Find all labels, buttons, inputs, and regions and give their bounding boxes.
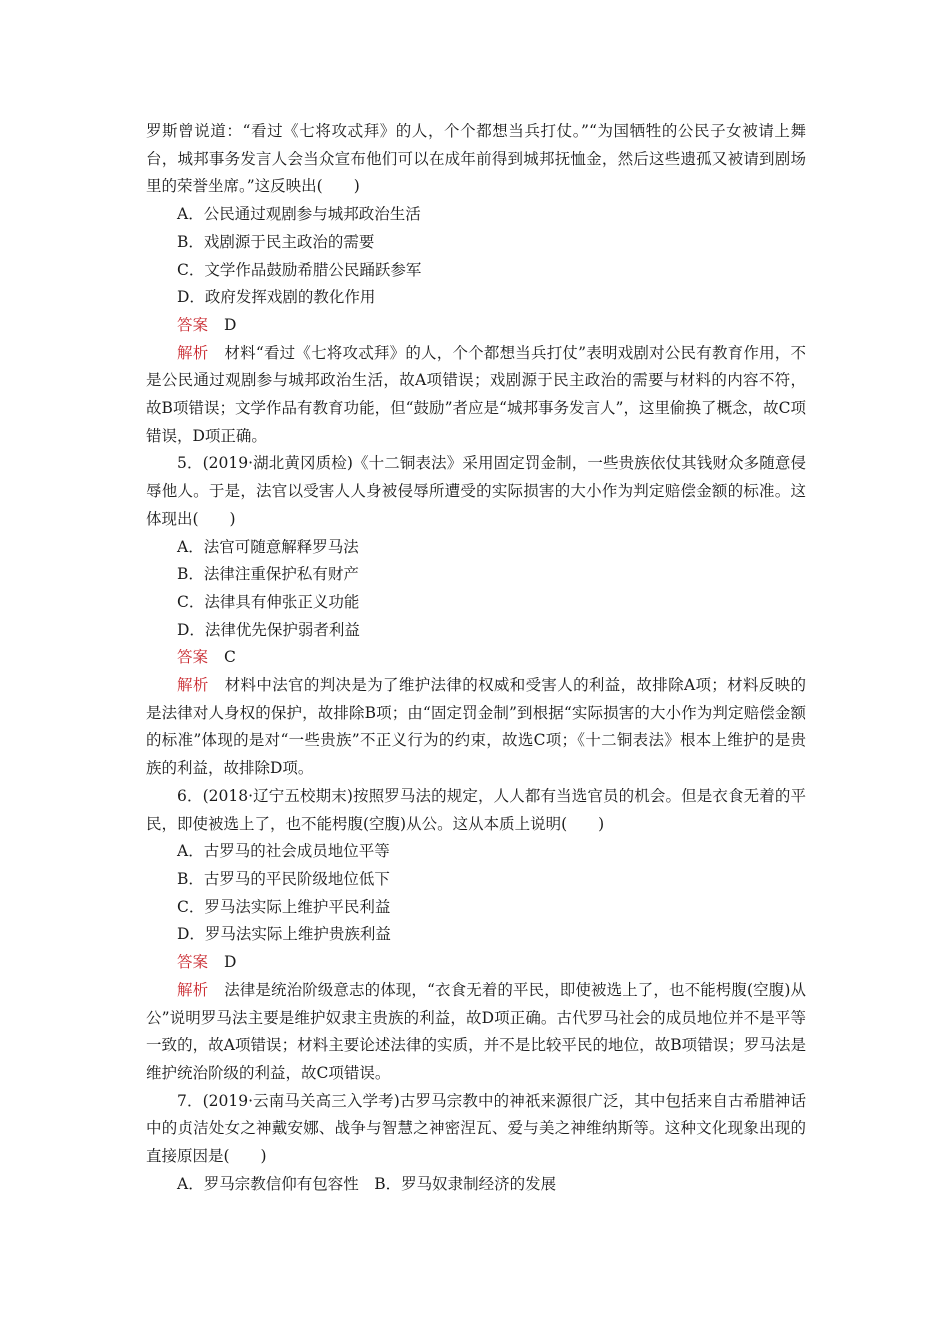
question-stem: 5．(2019·湖北黄冈质检)《十二铜表法》采用固定罚金制，一些贵族依仗其钱财众多随意侵辱他人。于是，法官以受害人人身被侵辱所遭受的实际损害的大小作为判定赔偿金额的标准。这体现出( )	[146, 454, 806, 528]
answer-option: B．法律注重保护私有财产	[177, 565, 359, 584]
answer-option: A．古罗马的社会成员地位平等	[177, 842, 390, 861]
answer-option: D．罗马法实际上维护贵族利益	[177, 925, 391, 944]
analysis-text: 材料“看过《七将攻忒拜》的人，个个都想当兵打仗”表明戏剧对公民有教育作用，不是公民通过观剧参与城邦政治生活，故A项错误；戏剧源于民主政治的需要与材料的内容不符，故B项错误；文学作品有教育功能，但“鼓励”者应是“城邦事务发言人”，这里偷换了概念，故C项错误，D项正确。	[146, 343, 806, 445]
answer-option: A．公民通过观剧参与城邦政治生活	[177, 205, 421, 224]
question-stem: 罗斯曾说道：“看过《七将攻忒拜》的人，个个都想当兵打仗。”“为国牺牲的公民子女被请上舞台，城邦事务发言人会当众宣布他们可以在成年前得到城邦抚恤金，然后这些遗孤又被请到剧场里的荣誉坐席。”这反映出( )	[146, 122, 806, 196]
analysis-paragraph	[146, 340, 806, 451]
answer-option: C．罗马法实际上维护平民利益	[177, 897, 391, 916]
answer-line	[146, 644, 806, 672]
document-page	[146, 118, 806, 1198]
answer-value: D	[224, 315, 237, 334]
answer-value: C	[224, 648, 236, 667]
analysis-text: 材料中法官的判决是为了维护法律的权威和受害人的利益，故排除A项；材料反映的是法律对人身权的保护，故排除B项；由“固定罚金制”到根据“实际损害的大小作为判定赔偿金额的标准”体现的是对“一些贵族”不正义行为的约束，故选C项；《十二铜表法》根本上维护的是贵族的利益，故排除D项。	[146, 676, 806, 778]
answer-option: B．古罗马的平民阶级地位低下	[177, 869, 390, 888]
answer-option: A．罗马宗教信仰有包容性 B．罗马奴隶制经济的发展	[177, 1174, 557, 1193]
answer-label: 答案	[177, 315, 209, 334]
answer-label: 答案	[177, 648, 209, 667]
answer-value: D	[224, 953, 237, 972]
question-stem: 7．(2019·云南马关高三入学考)古罗马宗教中的神祇来源很广泛，其中包括来自古希腊神话中的贞洁处女之神戴安娜、战争与智慧之神密涅瓦、爱与美之神维纳斯等。这种文化现象出现的直接原因是( )	[146, 1091, 806, 1166]
answer-option: B．戏剧源于民主政治的需要	[177, 232, 375, 251]
answer-option: D．法律优先保护弱者利益	[177, 620, 360, 639]
analysis-label: 解析	[177, 676, 209, 695]
analysis-label: 解析	[177, 343, 209, 362]
question-stem: 6．(2018·辽宁五校期末)按照罗马法的规定，人人都有当选官员的机会。但是衣食无着的平民，即使被选上了，也不能枵腹(空腹)从公。这从本质上说明( )	[146, 786, 806, 833]
answer-option: A．法官可随意解释罗马法	[177, 537, 359, 556]
answer-label: 答案	[177, 953, 209, 972]
answer-option: C．法律具有伸张正义功能	[177, 592, 360, 611]
analysis-label: 解析	[177, 980, 209, 999]
analysis-paragraph	[146, 977, 806, 1088]
answer-option: D．政府发挥戏剧的教化作用	[177, 288, 376, 307]
analysis-paragraph	[146, 672, 806, 783]
answer-line	[146, 312, 806, 340]
answer-line	[146, 949, 806, 977]
answer-option: C．文学作品鼓励希腊公民踊跃参军	[177, 260, 422, 279]
analysis-text: 法律是统治阶级意志的体现，“衣食无着的平民，即使被选上了，也不能枵腹(空腹)从公”说明罗马法主要是维护奴隶主贵族的利益，故D项正确。古代罗马社会的成员地位并不是平等一致的，故A项错误；材料主要论述法律的实质，并不是比较平民的地位，故B项错误；罗马法是维护统治阶级的利益，故C项错误。	[146, 980, 806, 1082]
